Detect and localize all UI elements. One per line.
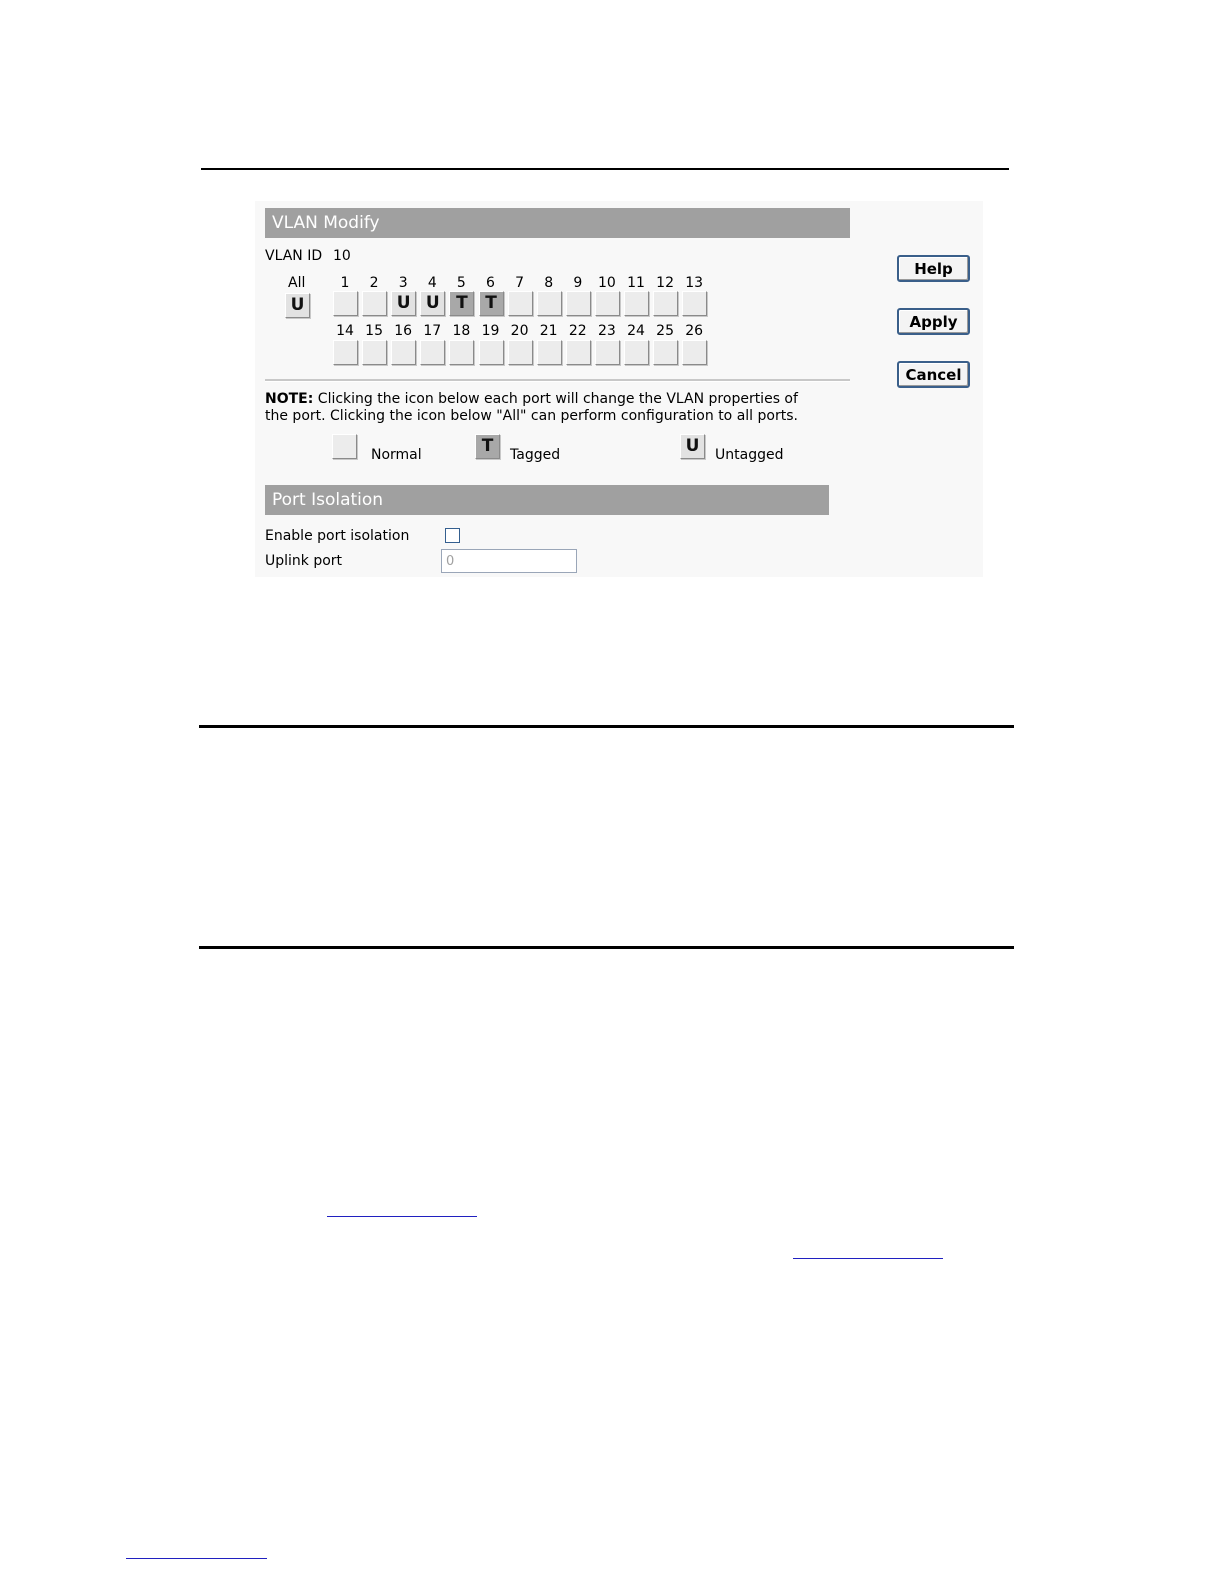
port-number-label: 9 <box>573 275 583 291</box>
port-number-label: 16 <box>394 323 413 339</box>
port-25-vlan-toggle[interactable] <box>653 340 678 365</box>
link-underline-3[interactable] <box>126 1558 267 1559</box>
port-4-vlan-toggle[interactable]: U <box>420 291 445 316</box>
port-number-label: 20 <box>510 323 529 339</box>
port-number-label: 5 <box>456 275 466 291</box>
port-23-vlan-toggle[interactable] <box>595 340 620 365</box>
port-17-vlan-toggle[interactable] <box>420 340 445 365</box>
vlan-id-label: VLAN ID <box>265 248 323 264</box>
port-number-label: 13 <box>685 275 704 291</box>
legend-normal-label: Normal <box>371 447 422 463</box>
apply-button[interactable]: Apply <box>897 308 970 335</box>
port-number-label: 2 <box>369 275 379 291</box>
legend-untagged-icon: U <box>680 434 705 459</box>
port-18-vlan-toggle[interactable] <box>449 340 474 365</box>
port-number-label: 23 <box>597 323 616 339</box>
note-line1: Clicking the icon below each port will change the VLAN properties of <box>317 391 798 407</box>
port-24-vlan-toggle[interactable] <box>624 340 649 365</box>
port-3-vlan-toggle[interactable]: U <box>391 291 416 316</box>
port-isolation-header: Port Isolation <box>265 485 829 515</box>
vlan-modify-header: VLAN Modify <box>265 208 850 238</box>
port-number-label: 21 <box>539 323 558 339</box>
link-underline-2[interactable] <box>793 1258 943 1259</box>
legend-tagged-label: Tagged <box>510 447 561 463</box>
legend-normal-icon <box>332 434 357 459</box>
cancel-button[interactable]: Cancel <box>897 361 970 388</box>
port-16-vlan-toggle[interactable] <box>391 340 416 365</box>
port-11-vlan-toggle[interactable] <box>624 291 649 316</box>
port-19-vlan-toggle[interactable] <box>479 340 504 365</box>
port-number-label: 4 <box>427 275 437 291</box>
port-26-vlan-toggle[interactable] <box>682 340 707 365</box>
top-rule <box>201 168 1009 170</box>
note-text <box>265 391 798 407</box>
vlan-config-panel <box>255 201 983 577</box>
port-number-label: 7 <box>515 275 525 291</box>
port-number-label: 19 <box>481 323 500 339</box>
port-20-vlan-toggle[interactable] <box>508 340 533 365</box>
middle-rule <box>199 725 1014 728</box>
port-number-label: 24 <box>627 323 645 339</box>
port-number-label: 25 <box>656 323 674 339</box>
port-number-label: 6 <box>486 275 495 291</box>
port-9-vlan-toggle[interactable] <box>566 291 591 316</box>
all-ports-label: All <box>288 275 306 291</box>
legend-tagged-icon: T <box>475 434 500 459</box>
port-22-vlan-toggle[interactable] <box>566 340 591 365</box>
port-7-vlan-toggle[interactable] <box>508 291 533 316</box>
port-12-vlan-toggle[interactable] <box>653 291 678 316</box>
port-number-label: 10 <box>597 275 616 291</box>
port-13-vlan-toggle[interactable] <box>682 291 707 316</box>
note-line2: the port. Clicking the icon below "All" can perform configuration to all ports. <box>265 408 798 424</box>
port-2-vlan-toggle[interactable] <box>362 291 387 316</box>
all-ports-button[interactable]: U <box>285 293 310 318</box>
port-10-vlan-toggle[interactable] <box>595 291 620 316</box>
port-21-vlan-toggle[interactable] <box>537 340 562 365</box>
help-button[interactable]: Help <box>897 255 970 282</box>
port-number-label: 11 <box>627 275 645 291</box>
port-6-vlan-toggle[interactable]: T <box>479 291 504 316</box>
port-number-label: 22 <box>568 323 587 339</box>
uplink-port-label: Uplink port <box>265 553 343 569</box>
port-number-label: 3 <box>398 275 408 291</box>
port-15-vlan-toggle[interactable] <box>362 340 387 365</box>
legend-untagged-label: Untagged <box>715 447 784 463</box>
port-number-label: 15 <box>365 323 383 339</box>
link-underline-1[interactable] <box>327 1216 477 1217</box>
port-number-label: 17 <box>423 323 442 339</box>
note-label: NOTE: <box>265 391 314 407</box>
port-number-label: 14 <box>336 323 354 339</box>
port-number-label: 18 <box>452 323 471 339</box>
port-1-vlan-toggle[interactable] <box>333 291 358 316</box>
lower-rule <box>199 946 1014 949</box>
port-5-vlan-toggle[interactable]: T <box>449 291 474 316</box>
note-divider <box>265 379 850 382</box>
port-number-label: 26 <box>685 323 704 339</box>
vlan-id-value: 10 <box>333 248 351 264</box>
port-14-vlan-toggle[interactable] <box>333 340 358 365</box>
enable-port-isolation-label: Enable port isolation <box>265 528 410 544</box>
uplink-port-input[interactable] <box>441 549 577 573</box>
port-number-label: 12 <box>656 275 674 291</box>
port-number-label: 1 <box>340 275 350 291</box>
port-8-vlan-toggle[interactable] <box>537 291 562 316</box>
enable-port-isolation-checkbox[interactable] <box>445 528 460 543</box>
port-number-label: 8 <box>544 275 554 291</box>
